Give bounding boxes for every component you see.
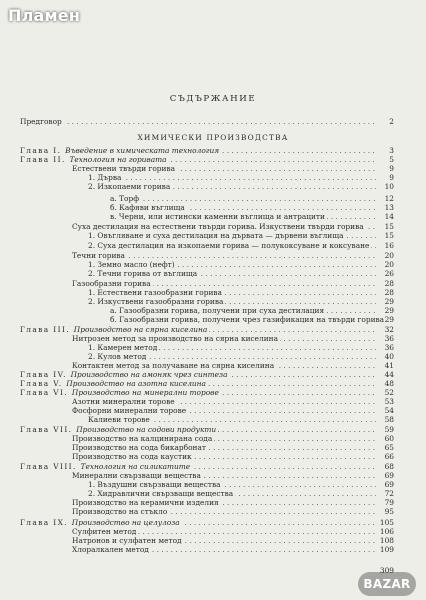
- page-number: 106: [379, 527, 394, 536]
- toc-entry-text: Производство на азотна киселина: [66, 379, 206, 388]
- toc-entry-text: Производство на сярна киселина: [73, 325, 208, 334]
- dot-leader: [88, 173, 376, 182]
- page-number: 2: [389, 117, 394, 126]
- page-number: 58: [384, 415, 394, 424]
- chapter-label: Глава V.: [20, 379, 67, 388]
- toc-row: [0, 397, 426, 406]
- page-number: 66: [384, 452, 394, 461]
- toc-row: [0, 269, 426, 278]
- toc-entry-title: [110, 194, 141, 203]
- toc-entry-text: а. Газообразни горива, получени при суха дестилация: [110, 306, 325, 315]
- toc-entry-text: Технология на горивата: [69, 155, 167, 164]
- toc-entry-title: [20, 155, 169, 164]
- toc-entry-text: Хлоралкален метод: [72, 545, 149, 554]
- toc-entry-text: Течни горива: [72, 251, 125, 260]
- page-number: 9: [389, 173, 394, 182]
- page-number: 53: [384, 397, 394, 406]
- toc-entry-title: [88, 352, 148, 361]
- toc-entry-text: Производство на сода бикарбонат: [72, 443, 206, 452]
- toc-entry-text: Калиеви торове: [88, 415, 150, 424]
- toc-entry-text: б. Кафяви въглища: [110, 203, 185, 212]
- toc-entry-title: [20, 388, 221, 397]
- toc-entry-title: [72, 452, 194, 461]
- toc-row: [0, 527, 426, 536]
- toc-entry-text: в. Черни, или истински каменни въглища и антрацити: [110, 212, 325, 221]
- chapter-label: Глава VI.: [20, 388, 72, 397]
- toc-row: [0, 480, 426, 489]
- toc-row: [0, 182, 426, 191]
- toc-row: [0, 203, 426, 212]
- toc-row: [0, 306, 426, 315]
- toc-row: [0, 260, 426, 269]
- toc-entry-text: Производство на содови продукти: [76, 425, 217, 434]
- toc-entry-title: [72, 527, 138, 536]
- toc-row: [0, 415, 426, 424]
- brand-logo: Пламен: [8, 6, 81, 25]
- toc-entry-text: 1. Естествени газообразни горива: [88, 288, 222, 297]
- toc-entry-text: 2. Течни горива от въглища: [88, 269, 198, 278]
- toc-row: [0, 288, 426, 297]
- toc-entry-text: 2. Кулов метод: [88, 352, 147, 361]
- toc-entry-text: 1. Земно масло (нефт): [88, 260, 175, 269]
- toc-entry-title: [110, 203, 187, 212]
- page-number: 309: [379, 566, 394, 575]
- toc-entry-text: Въведение в химическата технология: [65, 146, 220, 155]
- toc-entry-text: Минерални свързващи вещества: [72, 471, 201, 480]
- toc-row: [0, 352, 426, 361]
- toc-entry-title: [110, 306, 326, 315]
- page-number: 54: [384, 406, 394, 415]
- page-number: 15: [384, 222, 394, 231]
- toc-entry-title: [72, 334, 280, 343]
- chapter-label: Глава III.: [20, 325, 74, 334]
- toc-row: [0, 164, 426, 173]
- toc-row: [0, 117, 426, 126]
- dot-leader: [20, 117, 376, 126]
- toc-entry-text: 2. Изкуствени газообразни горива: [88, 297, 224, 306]
- page-number: 32: [384, 325, 394, 334]
- page-number: 3: [389, 146, 394, 155]
- toc-entry-title: [72, 251, 127, 260]
- page-number: 52: [384, 388, 394, 397]
- toc-entry-title: [72, 279, 153, 288]
- toc-entry-title: [72, 471, 203, 480]
- toc-entry-title: [20, 370, 229, 379]
- toc-entry-title: [88, 480, 223, 489]
- page-number: 36: [384, 334, 394, 343]
- toc-chapter-row: [0, 370, 426, 379]
- toc-row: [0, 434, 426, 443]
- toc-entry-text: 1. Камерен метод: [88, 343, 158, 352]
- chapter-label: Глава II.: [20, 155, 70, 164]
- toc-chapter-row: [0, 379, 426, 388]
- page-number: 68: [384, 462, 394, 471]
- toc-chapter-row: [0, 325, 426, 334]
- toc-entry-title: [88, 231, 346, 240]
- toc-entry-title: [20, 518, 182, 527]
- toc-row: [0, 212, 426, 221]
- toc-row: [0, 334, 426, 343]
- toc-entry-text: Натронов и сулфатен метод: [72, 536, 182, 545]
- toc-row: [0, 231, 426, 240]
- toc-row: [0, 194, 426, 203]
- toc-entry-title: [110, 212, 327, 221]
- toc-entry-title: [88, 241, 371, 250]
- page-number: 65: [384, 443, 394, 452]
- toc-entry-title: [88, 182, 172, 191]
- page-number: 29: [384, 315, 394, 324]
- toc-entry-title: [72, 361, 276, 370]
- page-number: 26: [384, 269, 394, 278]
- toc-entry-text: Производство на целулоза: [71, 518, 180, 527]
- toc-row: [0, 545, 426, 554]
- toc-entry-text: 1. Овъгляване и суха дестилация на дървата — дървени въглища: [88, 231, 344, 240]
- page-number: 9: [389, 164, 394, 173]
- toc-entry-title: [72, 406, 188, 415]
- page-number: 41: [384, 361, 394, 370]
- toc-entry-text: 1. Дърва: [88, 173, 122, 182]
- toc-entry-text: Производство на калцинирана сода: [72, 434, 213, 443]
- page-number: 105: [379, 518, 394, 527]
- page-title: СЪДЪРЖАНИЕ: [169, 94, 257, 104]
- toc-entry-text: 2. Изкопаеми горива: [88, 182, 171, 191]
- page-number: 60: [384, 434, 394, 443]
- toc-entry-text: Производство на стъкло: [72, 507, 168, 516]
- toc-entry-title: [20, 379, 208, 388]
- page-number: 20: [384, 251, 394, 260]
- chapter-label: Глава IV.: [20, 370, 71, 379]
- toc-entry-title: [20, 117, 64, 126]
- toc-row: [0, 222, 426, 231]
- toc-entry-text: Производство на минерални торове: [71, 388, 219, 397]
- toc-entry-text: а. Торф: [110, 194, 139, 203]
- toc-entry-text: Фосфорни минерални торове: [72, 406, 187, 415]
- toc-row: [0, 343, 426, 352]
- toc-entry-text: Технология на силикатите: [80, 462, 191, 471]
- page-number: 12: [384, 194, 394, 203]
- page-number: 44: [384, 370, 394, 379]
- page-number: 72: [384, 489, 394, 498]
- page-number: 16: [384, 241, 394, 250]
- toc-row: [0, 279, 426, 288]
- toc-entry-title: [20, 146, 221, 155]
- toc-entry-title: [88, 343, 159, 352]
- page-number: 108: [379, 536, 394, 545]
- page-number: 69: [384, 471, 394, 480]
- toc-chapter-row: [0, 155, 426, 164]
- page-number: 48: [384, 379, 394, 388]
- page-number: 59: [384, 425, 394, 434]
- page-number: 40: [384, 352, 394, 361]
- toc-chapter-row: [0, 518, 426, 527]
- page-number: 69: [384, 480, 394, 489]
- toc-entry-title: [72, 397, 177, 406]
- chapter-label: Глава IX.: [20, 518, 72, 527]
- toc-row: [0, 241, 426, 250]
- toc-entry-title: [72, 443, 208, 452]
- toc-entry-title: [88, 489, 235, 498]
- toc-entry-text: Нитрозен метод за производство на сярна киселина: [72, 334, 278, 343]
- toc-row: [0, 443, 426, 452]
- toc-entry-text: Предговор: [20, 117, 62, 126]
- toc-entry-title: [72, 536, 184, 545]
- toc-row: [0, 498, 426, 507]
- toc-chapter-row: [0, 425, 426, 434]
- toc-row: [0, 507, 426, 516]
- watermark-text: BAZAR: [363, 577, 411, 591]
- toc-row: [0, 471, 426, 480]
- toc-entry-text: Сулфитен метод: [72, 527, 137, 536]
- toc-entry-title: [72, 507, 169, 516]
- toc-row: [0, 361, 426, 370]
- toc-entry-text: Азотни минерални торове: [72, 397, 175, 406]
- toc-entry-title: [72, 222, 366, 231]
- page-number: 28: [384, 279, 394, 288]
- toc-row: [0, 536, 426, 545]
- toc-entry-title: [20, 425, 218, 434]
- toc-chapter-row: [0, 388, 426, 397]
- toc-entry-title: [72, 434, 214, 443]
- page-number: 14: [384, 212, 394, 221]
- page-number: 10: [384, 182, 394, 191]
- toc-row: [0, 452, 426, 461]
- toc-entry-text: Газообразни горива: [72, 279, 151, 288]
- toc-entry-title: [72, 545, 151, 554]
- toc-entry-title: [72, 164, 177, 173]
- toc-entry-text: Производство на амоняк чрез синтеза: [70, 370, 228, 379]
- toc-entry-text: б. Газообразни горива, получени чрез газификация на твърди горива: [110, 315, 385, 324]
- toc-entry-title: [88, 269, 199, 278]
- dot-leader: [110, 194, 376, 203]
- page-number: 36: [384, 343, 394, 352]
- toc-entry-text: Производство на керамични изделия: [72, 498, 219, 507]
- toc-entry-title: [88, 173, 123, 182]
- chapter-label: Глава I.: [20, 146, 66, 155]
- page-number: 29: [384, 297, 394, 306]
- toc-entry-text: 2. Хидравлични свързващи вещества: [88, 489, 234, 498]
- chapter-label: Глава VIII.: [20, 462, 81, 471]
- toc-entry-title: [88, 288, 224, 297]
- toc-entry-text: Суха дестилация на естествени твърди горива. Изкуствени твърди горива: [72, 222, 364, 231]
- page-number: 95: [384, 507, 394, 516]
- toc-entry-text: 1. Въздушни свързващи вещества: [88, 480, 221, 489]
- toc-chapter-row: [0, 146, 426, 155]
- toc-entry-title: [72, 498, 221, 507]
- toc-entry-title: [88, 260, 177, 269]
- toc-entry-title: [110, 315, 386, 324]
- toc-entry-text: 2. Суха дестилация на изкопаеми горива — полукоксуване и коксуване: [88, 241, 370, 250]
- toc-entry-text: Естествени твърди горива: [72, 164, 176, 173]
- toc-entry-title: [88, 415, 152, 424]
- watermark-badge: [358, 572, 416, 596]
- toc-row: [0, 251, 426, 260]
- page-number: 29: [384, 306, 394, 315]
- toc-entry-title: [20, 325, 209, 334]
- page-number: 20: [384, 260, 394, 269]
- page-number: 15: [384, 231, 394, 240]
- toc-row: [0, 406, 426, 415]
- page-number: 13: [384, 203, 394, 212]
- page-number: 79: [384, 498, 394, 507]
- toc-row: [0, 315, 426, 324]
- page-number: 109: [379, 545, 394, 554]
- toc-row: [0, 297, 426, 306]
- toc-chapter-row: [0, 462, 426, 471]
- toc-row: [0, 173, 426, 182]
- toc-entry-text: Производство на сода каустик: [72, 452, 192, 461]
- page-number: 5: [389, 155, 394, 164]
- toc-entry-text: Контактен метод за получаване на сярна киселина: [72, 361, 275, 370]
- section-title: ХИМИЧЕСКИ ПРОИЗВОДСТВА: [137, 133, 289, 142]
- chapter-label: Глава VII.: [20, 425, 77, 434]
- toc-entry-title: [88, 297, 225, 306]
- page-number: 28: [384, 288, 394, 297]
- toc-row: [0, 489, 426, 498]
- toc-entry-title: [20, 462, 192, 471]
